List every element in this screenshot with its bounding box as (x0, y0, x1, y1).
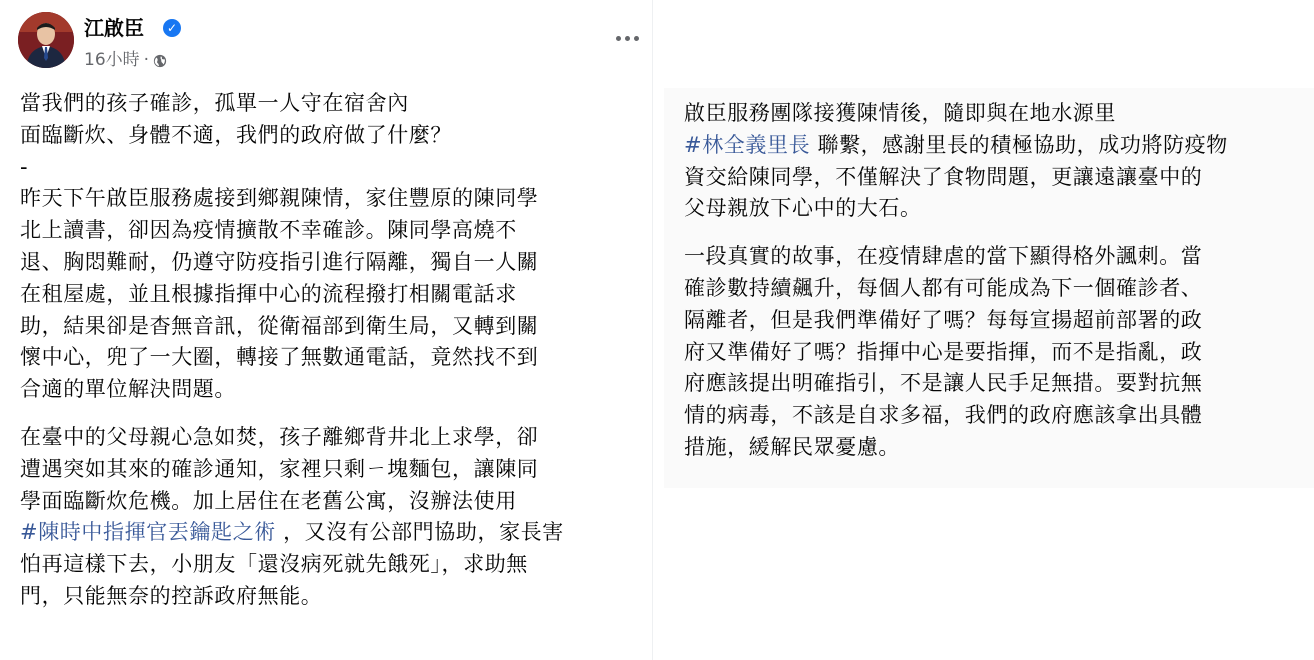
text-line-with-hashtag (684, 130, 1312, 162)
text-line: - (20, 154, 29, 179)
text-line: 啟臣服務團隊接獲陳情後，隨即與在地水源里 (684, 101, 1116, 125)
avatar[interactable] (18, 12, 74, 68)
text-line-with-hashtag (20, 517, 650, 549)
text-fragment: 聯繫，感謝里長的積極協助，成功將防疫物 (810, 132, 1228, 157)
text-line: 資交給陳同學，不僅解決了食物問題，更讓遠讓臺中的 (684, 164, 1203, 189)
post-timestamp[interactable]: 16小時 (84, 50, 140, 70)
text-line: 父母親放下心中的大石。 (684, 196, 922, 221)
text-fragment: ，又沒有公部門協助，家長害 (275, 520, 564, 545)
text-line: 合適的單位解決問題。 (20, 377, 236, 402)
hashtag-link[interactable]: #陳時中指揮官丟鑰匙之術 (20, 520, 276, 545)
text-line: 隔離者，但是我們準備好了嗎？每每宣揚超前部署的政 (684, 307, 1203, 332)
text-line: 一段真實的故事，在疫情肆虐的當下顯得格外諷刺。當 (684, 244, 1203, 269)
paragraph-gap (20, 406, 650, 422)
text-line: 怕再這樣下去，小朋友「還沒病死就先餓死」，求助無 (20, 552, 528, 577)
text-line: 措施，緩解民眾憂慮。 (684, 434, 900, 459)
text-line: 在臺中的父母親心急如焚，孩子離鄉背井北上求學，卻 (20, 424, 539, 449)
more-icon-dot (634, 36, 639, 41)
text-line: 府應該提出明確指引，不是讓人民手足無措。要對抗無 (684, 371, 1203, 396)
text-line: 府又準備好了嗎？指揮中心是要指揮，而不是指亂，政 (684, 339, 1203, 364)
text-line: 北上讀書，卻因為疫情擴散不幸確診。陳同學高燒不 (20, 218, 517, 243)
text-line: 退、胸悶難耐，仍遵守防疫指引進行隔離，獨自一人關 (20, 249, 539, 274)
text-line: 懷中心，兜了一大圈，轉接了無數通電話，竟然找不到 (20, 345, 539, 370)
text-line: 遭遇突如其來的確診通知，家裡只剩ㄧ塊麵包，讓陳同 (20, 456, 539, 481)
text-line: 門，只能無奈的控訴政府無能。 (20, 583, 323, 608)
avatar-image (18, 12, 74, 68)
post-card (0, 0, 653, 660)
text-line: 助，結果卻是杳無音訊，從衛福部到衛生局，又轉到關 (20, 313, 539, 338)
meta-separator: · (143, 50, 150, 70)
post-body-right (684, 98, 1312, 464)
more-options-button[interactable] (610, 24, 644, 52)
hashtag-link[interactable]: #林全義里長 (684, 132, 811, 157)
text-line: 確診數持續飆升，每個人都有可能成為下一個確診者、 (684, 275, 1203, 300)
text-line: 昨天下午啟臣服務處接到鄉親陳情，家住豐原的陳同學 (20, 186, 539, 211)
text-line: 在租屋處，並且根據指揮中心的流程撥打相關電話求 (20, 281, 517, 306)
text-line: 當我們的孩子確診，孤單一人守在宿舍內 (20, 91, 409, 115)
text-line: 學面臨斷炊危機。加上居住在老舊公寓，沒辦法使用 (20, 488, 517, 513)
text-line: 面臨斷炊、身體不適，我們的政府做了什麼？ (20, 122, 452, 147)
post-body-left (20, 88, 650, 613)
more-icon-dot (616, 36, 621, 41)
author-name[interactable]: 江啟臣 (84, 16, 144, 40)
globe-icon[interactable] (153, 54, 167, 68)
text-line: 情的病毒，不該是自求多福，我們的政府應該拿出具體 (684, 403, 1203, 428)
post-meta (84, 48, 167, 72)
more-icon-dot (625, 36, 630, 41)
verified-check-icon: ✓ (163, 19, 181, 37)
paragraph-gap (684, 225, 1312, 241)
